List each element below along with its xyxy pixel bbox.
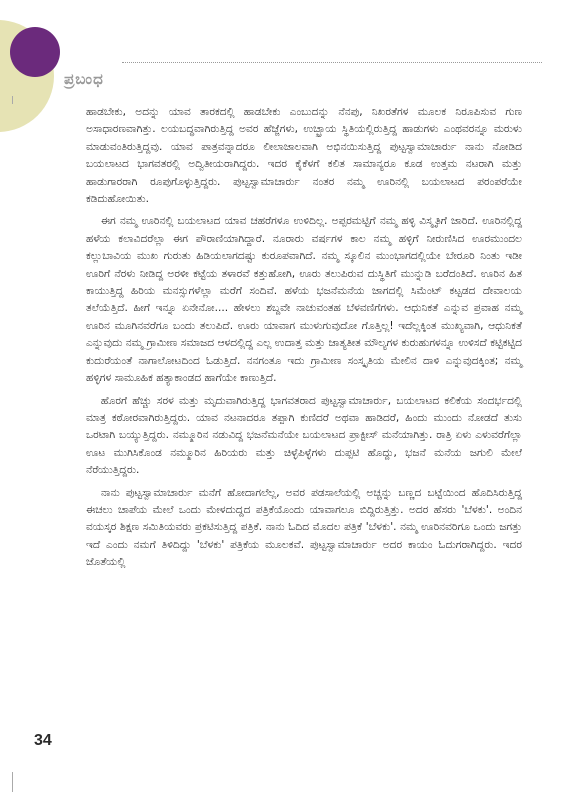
- paragraph: ಈಗ ನಮ್ಮ ಊರಿನಲ್ಲಿ ಬಯಲಾಟದ ಯಾವ ಚಹರೆಗಳೂ ಉಳಿದಿಲ್ಲ. ಅಪ್ಪರಮಟ್ಟಿಗೆ ನಮ್ಮ ಹಳ್ಳಿ ವಿಸ್ಮೃತಿಗೆ ಜಾರಿದೆ. ಊರಿನಲ್ಲಿದ್ದ ಹಳೆಯ ಕಲಾವಿದರೆಲ್ಲಾ ಈಗ ಪೌರಾಣಿಯಾಗಿದ್ದಾರೆ. ನೂರಾರು ವರ್ಷಗಳ ಕಾಲ ನಮ್ಮ ಹಳ್ಳಿಗೆ ನೀರುಣಿಸಿದ ಊರಮುಂದಲ ಕಲ್ಲುಬಾವಿಯ ಮುಖ ಗುರುತು ಹಿಡಿಯಲಾಗದಷ್ಟು ಕುರೂಪವಾಗಿದೆ. ನಮ್ಮ ಸ್ಕೂಲಿನ ಮುಂಭಾಗದಲ್ಲಿಯೇ ಬೇರೂರಿ ನಿಂತು ಇಡೀ ಊರಿಗೆ ನೆರಳು ನೀಡಿದ್ದ ಅರಳೀ ಕಟ್ಟೆಯ ತಳಾರವೆ ಕತ್ತುಹೋಗಿ, ಊರು ತಲುಪಿರುವ ದುಸ್ಥಿತಿಗೆ ಮುನ್ನುಡಿ ಬರೆದಂತಿದೆ. ಊರಿನ ಹಿತ ಕಾಯುತ್ತಿದ್ದ ಹಿರಿಯ ಮನಸ್ಸುಗಳೆಲ್ಲಾ ಮರೆಗೆ ಸಂದಿವೆ. ಹಳೆಯ ಭಜನೆಮನೆಯ ಜಾಗದಲ್ಲಿ ಸಿಮೆಂಟ್ ಕಟ್ಟಡದ ದೇವಾಲಯ ತಲೆಯೆತ್ತಿದೆ. ಹೀಗೆ ಇನ್ನೂ ಏನೇನೋ.... ಹೇಳಲು ಶಬ್ದವೇ ನಾಚುವಂತಹ ಬೆಳವಣಿಗೆಗಳು. ಆಧುನಿಕತೆ ಎನ್ನುವ ಪ್ರವಾಹ ನಮ್ಮ ಊರಿನ ಮೂಗಿನವರೆಗೂ ಬಂದು ತಲುಪಿದೆ. ಊರು ಯಾವಾಗ ಮುಳುಗುವುದೋ ಗೊತ್ತಿಲ್ಲ! ಇದೆಲ್ಲಕ್ಕಿಂತ ಮುಖ್ಯವಾಗಿ, ಆಧುನಿಕತೆ ಎನ್ನುವುದು ನಮ್ಮ ಗ್ರಾಮೀಣ ಸಮಾಜದ ಆಳದಲ್ಲಿದ್ದ ಎಲ್ಲ ಉದಾತ್ತ ಮತ್ತು ಜಾತ್ಯತೀತ ಮೌಲ್ಯಗಳ ಕುರುಹುಗಳನ್ನೂ ಉಳಿಸದೆ ಕಟ್ಟಿಕಟ್ಟಿದ ಕುದುರೆಯಂತೆ ನಾಗಾಲೋಟದಿಂದ ಓಡುತ್ತಿದೆ. ನನಗಂತೂ ಇದು ಗ್ರಾಮೀಣ ಸಂಸ್ಕೃತಿಯ ಮೇಲಿನ ದಾಳಿ ಎನ್ನುವುದಕ್ಕಿಂತ; ನಮ್ಮ ಹಳ್ಳಿಗಳ ಸಾಮೂಹಿಕ ಹತ್ಯಾಕಾಂಡದ ಹಾಗೆಯೇ ಕಾಣುತ್ತಿದೆ.: [86, 215, 522, 385]
- decorative-circle-purple: [10, 27, 60, 77]
- section-title: ಪ್ರಬಂಧ: [64, 70, 104, 88]
- page-number: 34: [34, 732, 52, 749]
- margin-rule-bottom: [12, 772, 13, 792]
- paragraph: ಹಾಡಬೇಕು, ಅದನ್ನು ಯಾವ ತಾರಕದಲ್ಲಿ ಹಾಡಬೇಕು ಎಂಬುದನ್ನು ನೆನಪು, ನಿಖರತೆಗಳ ಮೂಲಕ ನಿರೂಪಿಸುವ ಗುಣ ಅಸಾಧಾರಣವಾಗಿತ್ತು. ಲಯಬದ್ಧವಾಗಿರುತ್ತಿದ್ದ ಅವರ ಹೆಜ್ಜೆಗಳು, ಉಚ್ಛ್ರಾಯ ಸ್ಥಿತಿಯಲ್ಲಿರುತ್ತಿದ್ದ ಹಾಡುಗಳು ಎಂಥವರನ್ನೂ ಮರುಳು ಮಾಡುವಂತಿರುತ್ತಿದ್ದವು. ಯಾವ ಪಾತ್ರವನ್ನಾದರೂ ಲೀಲಾಜಾಲವಾಗಿ ಅಭಿನಯಿಸುತ್ತಿದ್ದ ಪುಟ್ಟಸ್ವಾಮಾಚಾರ್ರು ನಾನು ನೋಡಿದ ಬಯಲಾಟದ ಭಾಗವತರಲ್ಲಿ ಅದ್ವಿತೀಯರಾಗಿದ್ದರು. ಇದರ ಕೈಕೆಳಗೆ ಕಲಿತ ಸಾಮಾನ್ಯರೂ ಕೂಡ ಉತ್ತಮ ನಟರಾಗಿ ಮತ್ತು ಹಾಡುಗಾರರಾಗಿ ರೂಪುಗೊಳ್ಳುತ್ತಿದ್ದರು. ಪುಟ್ಟಸ್ವಾಮಾಚಾರ್ರು ನಂತರ ನಮ್ಮ ಊರಿನಲ್ಲಿ ಬಯಲಾಟದ ಪರಂಪರೆಯೇ ಕಡಿದುಹೋಯಿತು.: [86, 106, 522, 206]
- paragraph: ನಾನು ಪುಟ್ಟಸ್ವಾಮಾಚಾರ್ರು ಮನೆಗೆ ಹೋದಾಗಲೆಲ್ಲ, ಅವರ ಪಡಸಾಲೆಯಲ್ಲಿ ಅಚ್ಚನ್ನು ಬಣ್ಣದ ಬಟ್ಟೆಯಿಂದ ಹೊದಿಸಿರುತ್ತಿದ್ದ ಈಚಲು ಚಾಪೆಯ ಮೇಲೆ ಒಂದು ಮೇಳದುದ್ದದ ಪತ್ರಿಕೆಯೊಂದು ಯಾವಾಗಲೂ ಬಿದ್ದಿರುತ್ತಿತ್ತು. ಅದರ ಹೆಸರು 'ಬೆಳಕು'. ಅಂದಿನ ವಯಸ್ಕರ ಶಿಕ್ಷಣ ಸಮಿತಿಯವರು ಪ್ರಕಟಿಸುತ್ತಿದ್ದ ಪತ್ರಿಕೆ. ನಾನು ಓದಿದ ಮೊದಲ ಪತ್ರಿಕೆ 'ಬೆಳಕು'. ನಮ್ಮ ಊರಿನವರಿಗೂ ಒಂದು ಜಗತ್ತು ಇದೆ ಎಂದು ನಮಗೆ ತಿಳಿದಿದ್ದು 'ಬೆಳಕು' ಪತ್ರಿಕೆಯ ಮೂಲಕವೆ. ಪುಟ್ಟಸ್ವಾಮಾಚಾರ್ರು ಅದರ ಕಾಯಂ ಓದುಗರಾಗಿದ್ದರು. ಇದರ ಜೊತೆಯಲ್ಲಿ: [86, 486, 522, 569]
- body-text: [86, 104, 522, 577]
- paragraph: ಹೊರಗೆ ಹೆಚ್ಚು ಸರಳ ಮತ್ತು ಮೃದುವಾಗಿರುತ್ತಿದ್ದ ಭಾಗವತರಾದ ಪುಟ್ಟಸ್ವಾಮಾಚಾರ್ರು, ಬಯಲಾಟದ ಕಲಿಕೆಯ ಸಂದರ್ಭದಲ್ಲಿ ಮಾತ್ರ ಕಠೋರವಾಗಿರುತ್ತಿದ್ದರು. ಯಾವ ನಟನಾದರೂ ತಪ್ಪಾಗಿ ಕುಣಿದರೆ ಅಥವಾ ಹಾಡಿದರೆ, ಹಿಂದು ಮುಂದು ನೋಡದೆ ತುಸು ಒರಟಾಗಿ ಬಯ್ಯುತ್ತಿದ್ದರು. ನಮ್ಮೂರಿನ ನಡುವಿದ್ದ ಭಜನೆಮನೆಯೇ ಬಯಲಾಟದ ಪ್ರಾಕ್ಟೀಸ್ ಮನೆಯಾಗಿತ್ತು. ರಾತ್ರಿ ಏಳು ಎಳುವರೆಗೆಲ್ಲಾ ಊಟ ಮುಗಿಸಿಕೊಂಡ ನಮ್ಮೂರಿನ ಹಿರಿಯರು ಮತ್ತು ಚಿಳ್ಳೆಪಿಳ್ಳೆಗಳು ದುಪ್ಪಟಿ ಹೊದ್ದು, ಭಜನೆ ಮನೆಯ ಜಗುಲಿ ಮೇಲೆ ನೆರೆಯುತ್ತಿದ್ದರು.: [86, 394, 522, 477]
- margin-rule-top: [12, 96, 13, 104]
- header-dotted-rule: [122, 62, 542, 63]
